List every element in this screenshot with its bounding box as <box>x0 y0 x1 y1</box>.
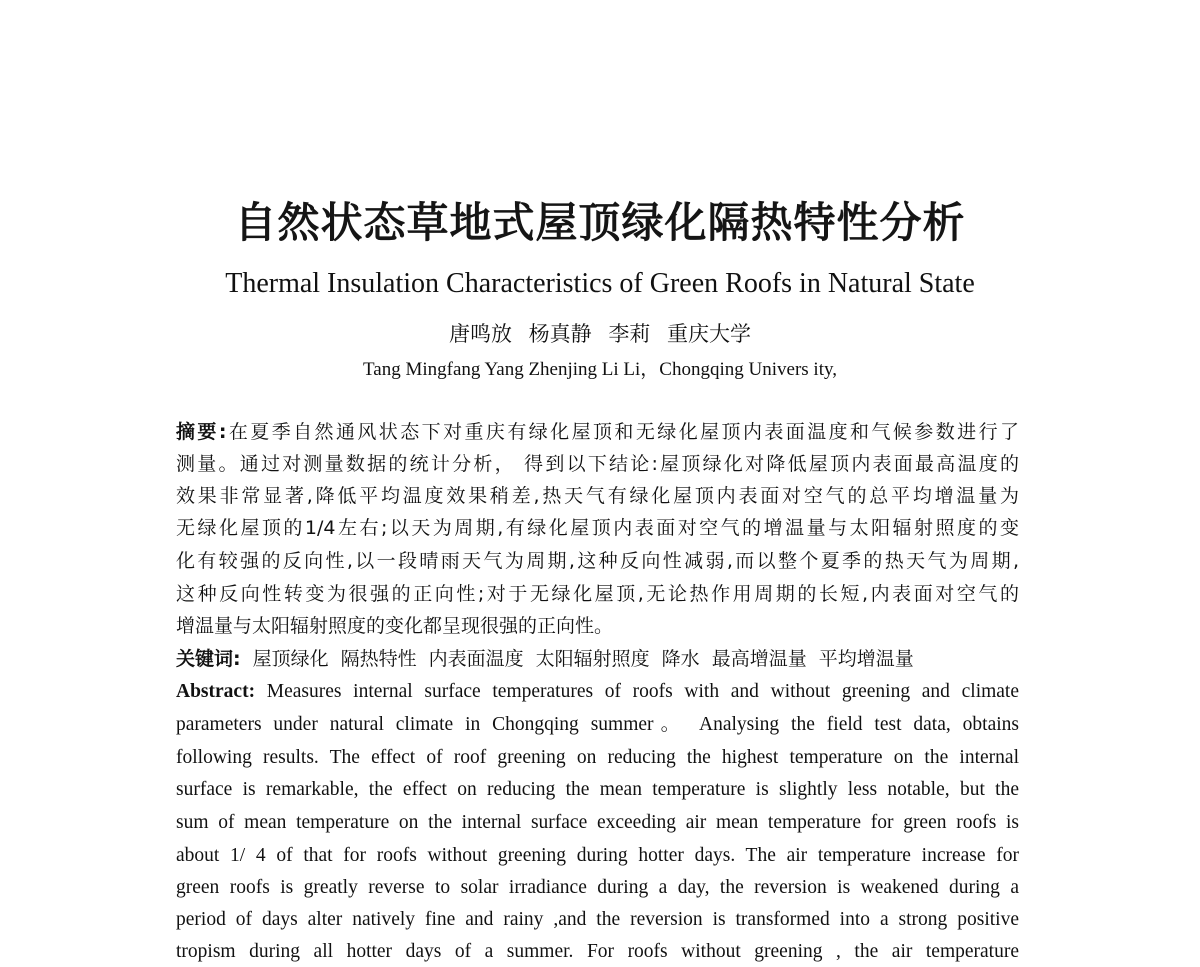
abstract-line: 摘要:在夏季自然通风状态下对重庆有绿化屋顶和无绿化屋顶内表面温度和气候参数进行了 <box>176 421 1019 443</box>
keyword: 最高增温量 <box>711 648 807 670</box>
abstract-line: 增温量与太阳辐射照度的变化都呈现很强的正向性。 <box>176 615 614 637</box>
abstract-line: about 1/ 4 of that for roofs without greening during hotter days. The air temperature increase for <box>176 845 1019 866</box>
abstract-line: surface is remarkable, the effect on reducing the mean temperature is slightly less notable, but the <box>176 779 1019 800</box>
abstract-line: following results. The effect of roof greening on reducing the highest temperature on the internal <box>176 747 1019 768</box>
abstract-line: period of days alter natively fine and rainy ,and the reversion is transformed into a strong positive <box>176 909 1019 930</box>
keyword: 太阳辐射照度 <box>535 648 650 670</box>
keywords-chinese <box>176 644 1019 674</box>
abstract-line: 这种反向性转变为很强的正向性;对于无绿化屋顶,无论热作用周期的长短,内表面对空气的 <box>176 583 1019 605</box>
abstract-line: sum of mean temperature on the internal surface exceeding air mean temperature for green roofs is <box>176 812 1019 833</box>
abstract-line: 测量。通过对测量数据的统计分析， 得到以下结论:屋顶绿化对降低屋顶内表面最高温度的 <box>176 453 1019 475</box>
keyword: 隔热特性 <box>340 648 417 670</box>
abstract-line: tropism during all hotter days of a summer. For roofs without greening , the air temperature <box>176 941 1019 962</box>
abstract-line: 效果非常显著,降低平均温度效果稍差,热天气有绿化屋顶内表面对空气的总平均增温量为 <box>176 485 1019 507</box>
abstract-line: 无绿化屋顶的1/4左右;以天为周期,有绿化屋顶内表面对空气的增温量与太阳辐射照度的变 <box>176 517 1019 539</box>
keyword: 平均增温量 <box>818 648 914 670</box>
paper-title-chinese: 自然状态草地式屋顶绿化隔热特性分析 <box>234 198 966 247</box>
abstract-line: green roofs is greatly reverse to solar irradiance during a day, the reversion is weakened during a <box>176 877 1019 898</box>
keyword: 降水 <box>661 648 700 670</box>
paper-title-english: Thermal Insulation Characteristics of Green Roofs in Natural State <box>225 268 975 299</box>
abstract-line: 化有较强的反向性,以一段晴雨天气为周期,这种反向性减弱,而以整个夏季的热天气为周期, <box>176 550 1019 572</box>
authors-english: Tang Mingfang Yang Zhenjing Li Li，Chongqing Univers ity, <box>363 359 837 380</box>
keyword: 内表面温度 <box>428 648 524 670</box>
keyword: 屋顶绿化 <box>252 648 329 670</box>
authors-chinese: 唐鸣放 杨真静 李莉 重庆大学 <box>448 322 752 346</box>
abstract-label: Abstract: <box>176 681 256 702</box>
abstract-line: Abstract: Measures internal surface temperatures of roofs with and without greening and climate <box>176 681 1020 702</box>
keywords-label: 关键词: <box>176 648 241 670</box>
abstract-line: parameters under natural climate in Chongqing summer。 Analysing the field test data, obtains <box>176 714 1019 735</box>
abstract-label: 摘要: <box>176 421 227 443</box>
